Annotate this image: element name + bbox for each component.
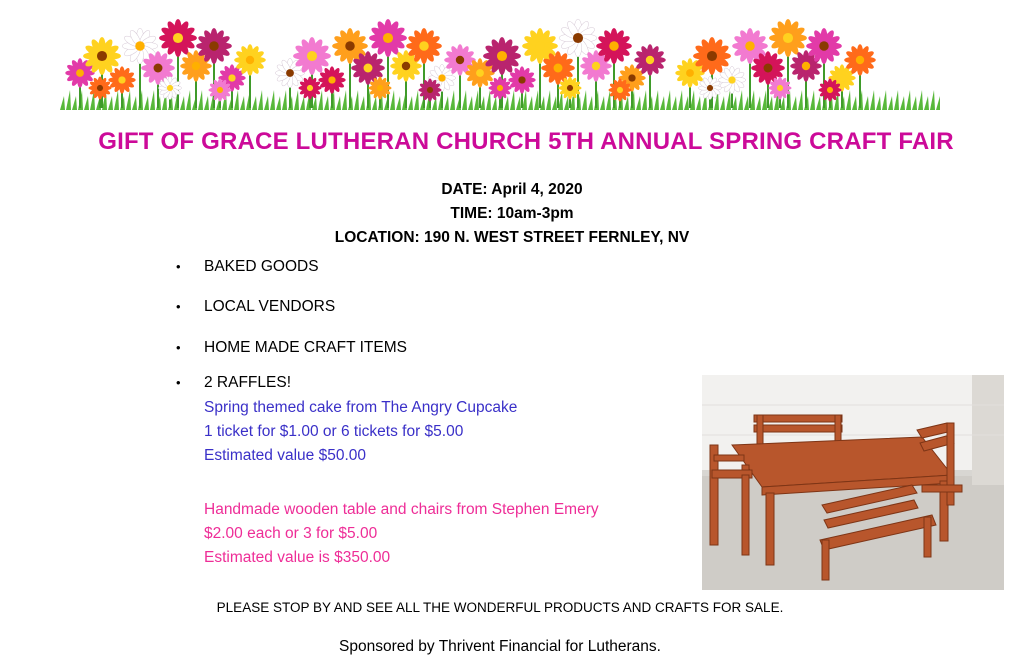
raffle-table-title: Handmade wooden table and chairs from Stephen Emery: [204, 501, 599, 518]
raffle-cake-details: [204, 396, 517, 468]
event-time: TIME: 10am-3pm: [450, 205, 574, 222]
list-item-label: LOCAL VENDORS: [204, 298, 336, 315]
raffle-table-value: Estimated value is $350.00: [204, 549, 391, 566]
bullet-icon: •: [176, 375, 181, 390]
list-item-label: BAKED GOODS: [204, 258, 319, 275]
event-details: [0, 178, 1024, 250]
bullet-icon: •: [176, 259, 181, 274]
footer-invitation: PLEASE STOP BY AND SEE ALL THE WONDERFUL PRODUCTS AND CRAFTS FOR SALE.: [216, 600, 784, 615]
list-item-label: HOME MADE CRAFT ITEMS: [204, 339, 407, 356]
event-date: DATE: April 4, 2020: [441, 181, 583, 198]
footer-sponsor: Sponsored by Thrivent Financial for Lutherans.: [339, 638, 661, 655]
raffle-cake-price: 1 ticket for $1.00 or 6 tickets for $5.00: [204, 423, 464, 440]
table-chairs-photo: [702, 375, 1004, 590]
raffle-table-details: [204, 498, 599, 570]
list-item-label: 2 RAFFLES!: [204, 374, 291, 391]
bullet-icon: •: [176, 299, 181, 314]
flower-icon: [108, 66, 135, 108]
raffle-cake-value: Estimated value $50.00: [204, 447, 366, 464]
flower-banner: [60, 18, 940, 110]
bullet-icon: •: [176, 340, 181, 355]
event-location: LOCATION: 190 N. WEST STREET FERNLEY, NV: [334, 229, 690, 246]
raffle-cake-title: Spring themed cake from The Angry Cupcake: [204, 399, 518, 416]
page-title: GIFT OF GRACE LUTHERAN CHURCH 5TH ANNUAL SPRING CRAFT FAIR: [98, 128, 954, 155]
raffle-table-price: $2.00 each or 3 for $5.00: [204, 525, 378, 542]
